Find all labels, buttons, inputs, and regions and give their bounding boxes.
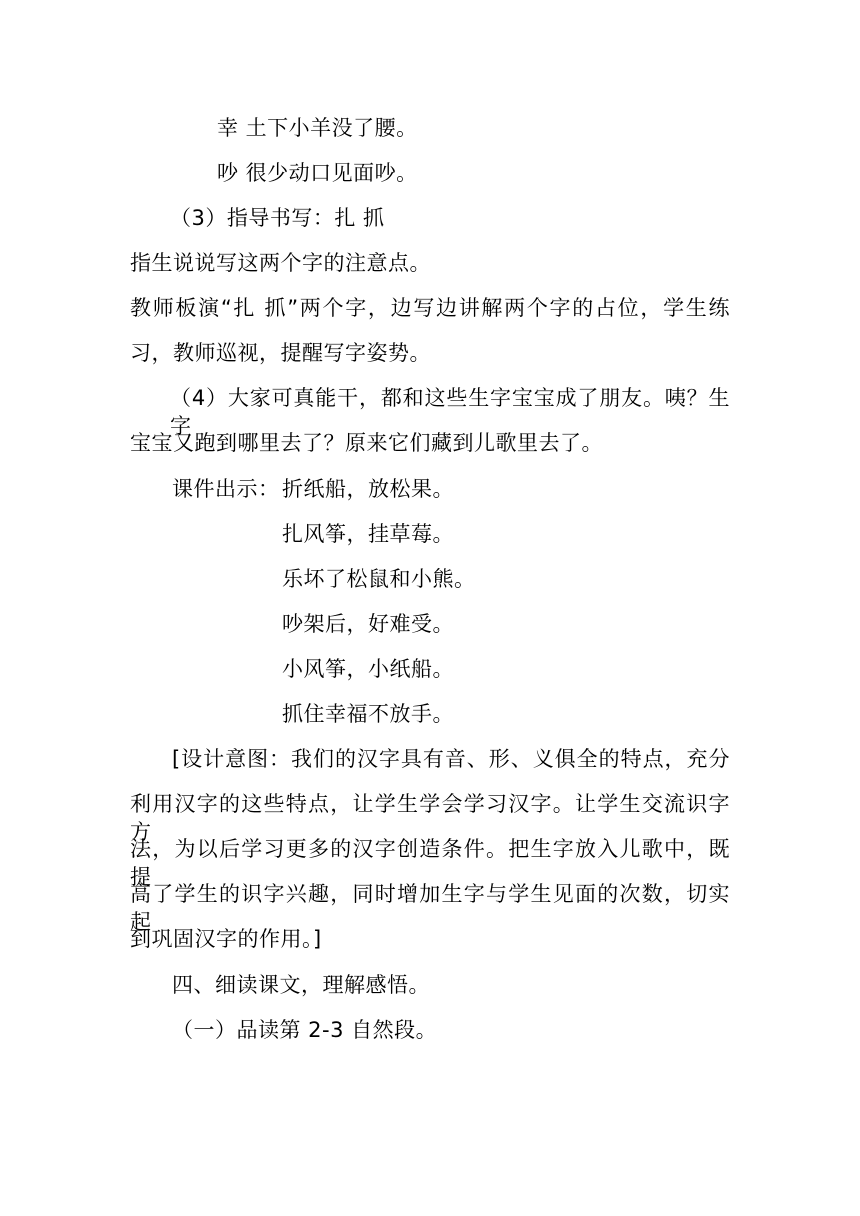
student-point-line: 指生说说写这两个字的注意点。: [130, 251, 431, 275]
courseware-line-6: 抓住幸福不放手。: [282, 702, 454, 726]
design-intent-line-4: 高了学生的识字兴趣，同时增加生字与学生见面的次数，切实起: [130, 882, 730, 934]
paragraph-4-line-2: 宝宝又跑到哪里去了？原来它们藏到儿歌里去了。: [130, 431, 603, 455]
courseware-line-5: 小风筝，小纸船。: [282, 657, 454, 681]
courseware-line-3: 乐坏了松鼠和小熊。: [282, 567, 476, 591]
courseware-line-2: 扎风筝，挂草莓。: [282, 522, 454, 546]
teacher-demo-line-1: 教师板演“扎 抓”两个字，边写边讲解两个字的占位，学生练: [130, 296, 730, 320]
design-intent-line-1: [设计意图：我们的汉字具有音、形、义俱全的特点，充分: [172, 747, 730, 771]
courseware-line-1: 折纸船，放松果。: [282, 477, 454, 501]
design-intent-line-2: 利用汉字的这些特点，让学生学会学习汉字。让学生交流识字方: [130, 792, 730, 844]
design-intent-line-3: 法，为以后学习更多的汉字创造条件。把生字放入儿歌中，既提: [130, 837, 730, 889]
paragraph-4-line-1: （4）大家可真能干，都和这些生字宝宝成了朋友。咦？生字: [170, 386, 730, 438]
guide-writing-line: （3）指导书写：扎 抓: [170, 206, 385, 230]
riddle-line-2: 吵 很少动口见面吵。: [217, 161, 418, 185]
teacher-demo-line-2: 习，教师巡视，提醒写字姿势。: [130, 341, 431, 365]
courseware-line-4: 吵架后，好难受。: [282, 612, 454, 636]
subsection-1-heading: （一）品读第 2-3 自然段。: [172, 1018, 438, 1042]
section-4-heading: 四、细读课文，理解感悟。: [172, 973, 430, 997]
courseware-label: 课件出示：: [172, 477, 280, 501]
riddle-line-1: 幸 土下小羊没了腰。: [217, 116, 418, 140]
design-intent-line-5: 到巩固汉字的作用。]: [130, 927, 322, 951]
